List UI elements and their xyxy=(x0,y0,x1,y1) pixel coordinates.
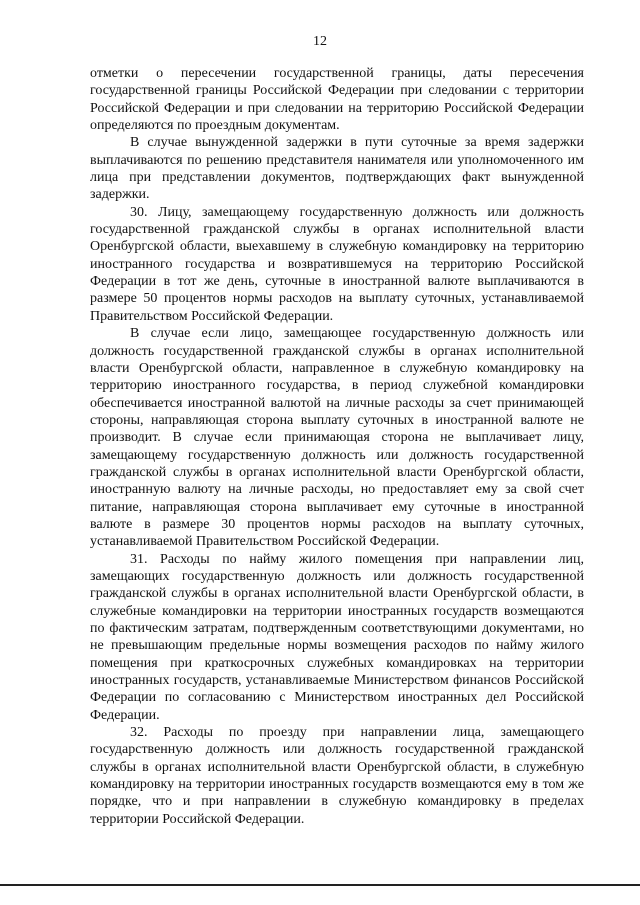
page-bottom-divider xyxy=(0,884,640,886)
paragraph-item-30: 30. Лицу, замещающему государственную должность или должность государственной гражданской службы в органах исполнительной власти Оренбургской области, выехавшему в служебную командировку на территорию иностранного государства и возвратившемуся на территорию Российской Федерации в тот же день, суточные в иностранной валюте выплачиваются в размере 50 процентов нормы расходов на выплату суточных, устанавливаемой Правительством Российской Федерации. xyxy=(90,204,584,324)
paragraph-forced-delay: В случае вынужденной задержки в пути суточные за время задержки выплачиваются по решению представителя нанимателя или уполномоченного им лица при представлении документов, подтверждающих факт вынужденной задержки. xyxy=(90,135,584,203)
page-number: 12 xyxy=(313,34,327,49)
paragraph-item-31: 31. Расходы по найму жилого помещения при направлении лиц, замещающих государственную должность или должность государственной гражданской службы в органах исполнительной власти Оренбургской области, в служебные командировки на территории иностранных государств возмещаются по фактическим затратам, подтвержденным соответствующими документами, но не превышающим предельные нормы возмещения расходов по найму жилого помещения при краткосрочных служебных командировках на территории иностранных государств, устанавливаемые Министерством финансов Российской Федерации по согласованию с Министерством иностранных дел Российской Федерации. xyxy=(90,551,584,723)
document-body xyxy=(90,65,584,828)
paragraph-host-provides-currency: В случае если лицо, замещающее государственную должность или должность государственной гражданской службы в органах исполнительной власти Оренбургской области, направленное в служебную командировку на территорию иностранного государства, в период служебной командировки обеспечивается иностранной валютой на личные расходы за счет принимающей стороны, направляющая сторона выплату суточных в иностранной валюте не производит. В случае если принимающая сторона не выплачивает лицу, замещающему государственную должность или должность государственной гражданской службы в органах исполнительной власти Оренбургской области, иностранную валюту на личные расходы, но предоставляет ему за свой счет питание, направляющая сторона выплачивает ему суточные в иностранной валюте в размере 30 процентов нормы расходов на выплату суточных, устанавливаемой Правительством Российской Федерации. xyxy=(90,326,584,550)
paragraph-item-32: 32. Расходы по проезду при направлении лица, замещающего государственную должность или должность государственной гражданской службы в органах исполнительной власти Оренбургской области, в служебную командировку на территории иностранных государств возмещаются ему в том же порядке, что и при направлении в служебную командировку в пределах территории Российской Федерации. xyxy=(90,725,584,827)
paragraph-border-crossing-dates: отметки о пересечении государственной границы, даты пересечения государственной границы Российской Федерации при следовании с территории Российской Федерации и при следовании на территорию Российской Федерации определяются по проездным документам. xyxy=(90,66,584,134)
